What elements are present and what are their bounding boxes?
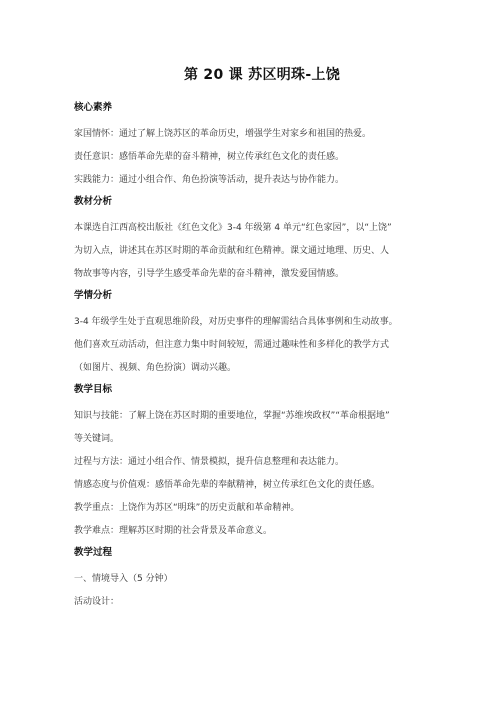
goals-line-2: 等关键词。 (74, 434, 120, 444)
core-line-3: 实践能力：通过小组合作、角色扮演等活动，提升表达与协作能力。 (74, 175, 345, 185)
section-heading-core: 核心素养 (74, 102, 113, 113)
section-process (74, 545, 442, 614)
process-line-1: 一、情境导入（5 分钟） (74, 574, 173, 584)
section-heading-students: 学情分析 (74, 290, 113, 301)
section-core (74, 100, 442, 192)
goals-line-4: 情感态度与价值观：感悟革命先辈的奉献精神，树立传承红色文化的责任感。 (74, 480, 381, 490)
section-material (74, 194, 442, 286)
core-line-1: 家国情怀：通过了解上饶苏区的革命历史，增强学生对家乡和祖国的热爱。 (74, 129, 372, 139)
section-heading-material: 教材分析 (74, 196, 113, 207)
section-heading-process: 教学过程 (74, 547, 113, 558)
material-line-1: 本课选自江西高校出版社《红色文化》3-4 年级第 4 单元“红色家园”，以“上饶” (74, 223, 392, 233)
page-title: 第 20 课 苏区明珠-上饶 (183, 67, 341, 83)
goals-line-5: 教学重点：上饶作为苏区“明珠”的历史贡献和革命精神。 (74, 503, 300, 513)
goals-line-1: 知识与技能：了解上饶在苏区时期的重要地位，掌握“苏维埃政权”“革命根据地” (74, 411, 390, 421)
section-students (74, 288, 442, 380)
students-line-2: 他们喜欢互动活动，但注意力集中时间较短，需通过趣味性和多样化的教学方式 (74, 340, 390, 350)
section-goals (74, 382, 442, 543)
process-line-2: 活动设计： (74, 597, 120, 607)
material-line-2: 为切入点，讲述其在苏区时期的革命贡献和红色精神。课文通过地理、历史、人 (74, 246, 390, 256)
students-line-3: （如图片、视频、角色扮演）调动兴趣。 (74, 363, 237, 373)
students-line-1: 3-4 年级学生处于直观思维阶段，对历史事件的理解需结合具体事例和生动故事。 (74, 317, 398, 327)
section-heading-goals: 教学目标 (74, 384, 113, 395)
core-line-2: 责任意识：感悟革命先辈的奋斗精神，树立传承红色文化的责任感。 (74, 152, 345, 162)
goals-line-3: 过程与方法：通过小组合作、情景模拟，提升信息整理和表达能力。 (74, 457, 345, 467)
material-line-3: 物故事等内容，引导学生感受革命先辈的奋斗精神，激发爱国情感。 (74, 269, 345, 279)
goals-line-6: 教学难点：理解苏区时期的社会背景及革命意义。 (74, 526, 273, 536)
